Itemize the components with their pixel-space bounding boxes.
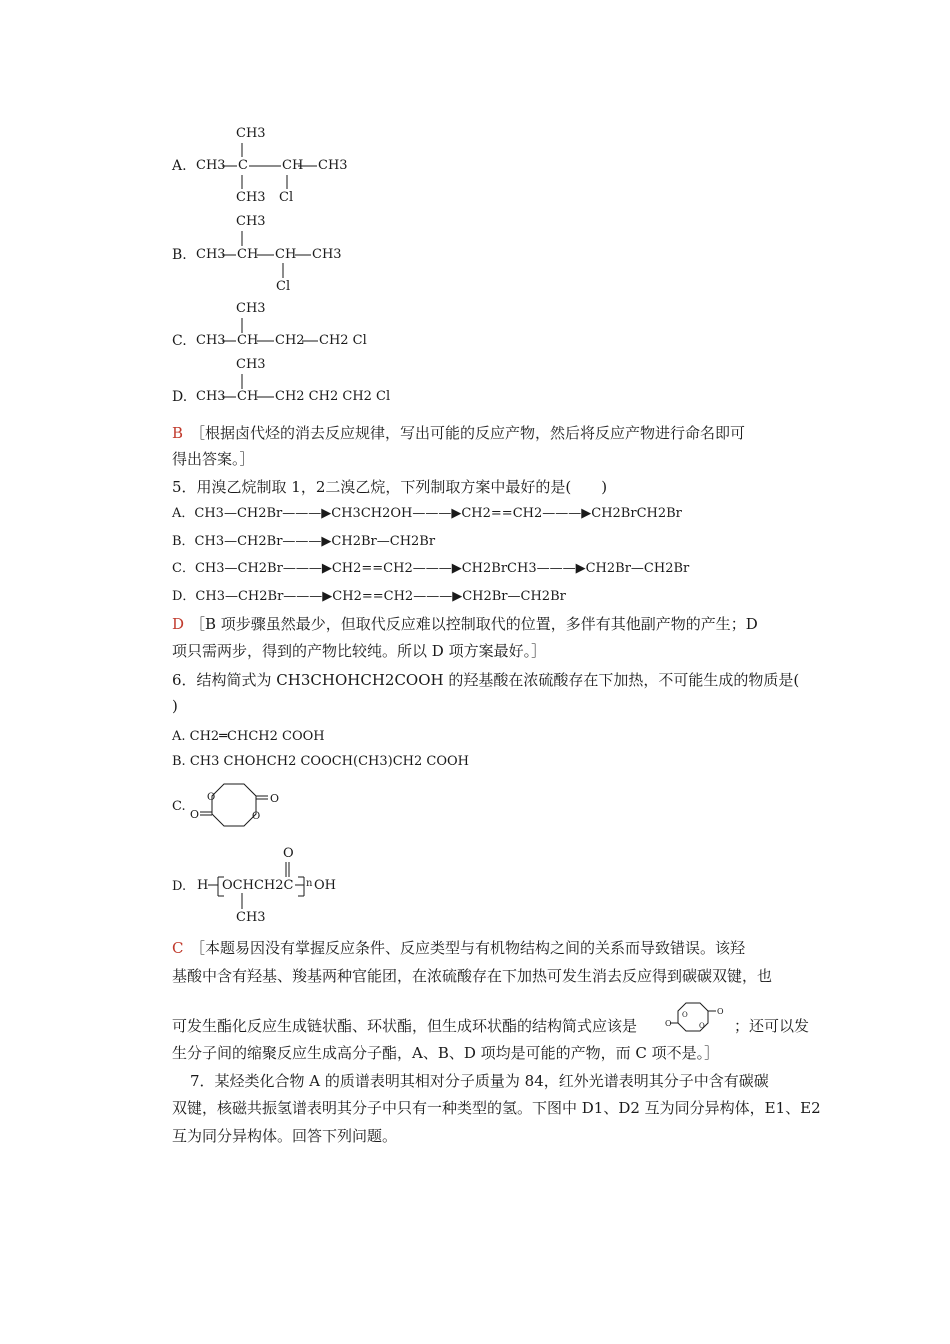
carbonyl-oxygen: O — [717, 1007, 724, 1016]
quaternary-carbon: C — [238, 158, 248, 173]
carbonyl-oxygen: O — [665, 1019, 672, 1028]
structure-bonds — [0, 0, 950, 420]
answer-text-line: 项只需两步，得到的产物比较纯。所以 D 项方案最好。］ — [172, 642, 547, 660]
answer-text-line: ［根据卤代烃的消去反应规律，写出可能的反应产物，然后将反应产物进行命名即可 — [190, 424, 746, 442]
top-ch3: CH3 — [236, 214, 266, 229]
ring-oxygen: O — [207, 792, 216, 803]
left-ch3: CH3 — [196, 158, 226, 173]
question-stem: 6．结构简式为 CH3CHOHCH2COOH 的羟基酸在浓硫酸存在下加热，不可能生成的物质是( — [172, 671, 800, 689]
ch-group: CH — [237, 389, 259, 404]
answer-text-line: 生分子间的缩聚反应生成高分子酯，A、B、D 项均是可能的产物，而 C 项不是。］ — [172, 1044, 720, 1062]
polymer-end-oh: OH — [314, 878, 336, 893]
option-c-label: C. — [172, 799, 186, 814]
answer-text-line: ［B 项步骤虽然最少，但取代反应难以控制取代的位置，多伴有其他副产物的产生；D — [190, 615, 758, 633]
top-ch3: CH3 — [236, 126, 266, 141]
polymer-n: n — [306, 878, 313, 889]
question-stem: 5．用溴乙烷制取 1，2二溴乙烷，下列制取方案中最好的是( ) — [172, 478, 608, 496]
option-d: D．CH3—CH2Br———▶CH2==CH2———▶CH2Br—CH2Br — [172, 589, 566, 604]
option-a: A．CH3—CH2Br———▶CH3CH2OH———▶CH2==CH2———▶CH2BrCH2Br — [172, 506, 682, 521]
answer-letter: D — [172, 615, 185, 633]
polymer-repeat-unit: OCHCH2C — [222, 878, 294, 893]
polymer-end-h: H — [197, 878, 209, 893]
left-ch3: CH3 — [196, 247, 226, 262]
ch-group-1: CH — [237, 247, 259, 262]
ring-oxygen: O — [252, 811, 261, 822]
left-ch3: CH3 — [196, 333, 226, 348]
left-ch3: CH3 — [196, 389, 226, 404]
answer-text-line: ［本题易因没有掌握反应条件、反应类型与有机物结构之间的关系而导致错误。该羟 — [190, 939, 746, 957]
answer-text-line: 得出答案。］ — [172, 450, 255, 468]
option-c-label: C. — [172, 333, 187, 349]
answer-letter: C — [172, 939, 184, 957]
ch2cl-group: CH2 Cl — [319, 333, 367, 348]
option-d-label: D. — [172, 389, 188, 405]
option-b: B．CH3—CH2Br———▶CH2Br—CH2Br — [172, 534, 436, 549]
question-stem-cont: ) — [172, 697, 178, 715]
answer-letter: B — [172, 424, 184, 442]
option-c: C．CH3—CH2Br———▶CH2==CH2———▶CH2BrCH3———▶CH2Br—CH2Br — [172, 561, 690, 576]
option-b: B. CH3 CHOHCH2 COOCH(CH3)CH2 COOH — [172, 754, 470, 769]
ch-group: CH — [282, 158, 304, 173]
carbonyl-oxygen: O — [270, 792, 280, 805]
right-ch3: CH3 — [318, 158, 348, 173]
option-b-label: B. — [172, 247, 187, 263]
svg-text:O: O — [699, 1022, 705, 1030]
ch-group-2: CH — [275, 247, 297, 262]
chain-tail: CH2 CH2 CH2 Cl — [275, 389, 391, 404]
question-text-line: 7．某烃类化合物 A 的质谱表明其相对分子质量为 84，红外光谱表明其分子中含有碳碳 — [190, 1072, 769, 1090]
question-text-line: 互为同分异构体。回答下列问题。 — [172, 1127, 398, 1145]
carbonyl-o: O — [283, 846, 294, 861]
question-text-line: 双键，核磁共振氢谱表明其分子中只有一种类型的氢。下图中 D1、D2 互为同分异构体，E1、E2 — [172, 1099, 821, 1117]
polymer-bonds — [0, 840, 400, 920]
top-ch3: CH3 — [236, 357, 266, 372]
option-d-label: D. — [172, 879, 187, 894]
bottom-ch3: CH3 — [236, 190, 266, 205]
bottom-cl: Cl — [279, 190, 294, 205]
answer-text-line: ；还可以发 — [734, 1017, 810, 1035]
svg-text:O: O — [682, 1011, 688, 1019]
option-a-label: A. — [172, 158, 187, 174]
bottom-cl: Cl — [276, 279, 291, 294]
cyclic-ester-ring — [188, 776, 288, 836]
ch2-group: CH2 — [275, 333, 305, 348]
right-ch3: CH3 — [312, 247, 342, 262]
ch-group: CH — [237, 333, 259, 348]
answer-text-line: 基酸中含有羟基、羧基两种官能团，在浓硫酸存在下加热可发生消去反应得到碳碳双键，也 — [172, 967, 773, 985]
correct-cyclic-ester — [666, 998, 730, 1038]
methyl-branch: CH3 — [236, 910, 266, 925]
answer-text-line: 可发生酯化反应生成链状酯、环状酯，但生成环状酯的结构简式应该是 — [172, 1017, 638, 1035]
option-a: A. CH2═CHCH2 COOH — [172, 729, 325, 744]
top-ch3: CH3 — [236, 301, 266, 316]
carbonyl-oxygen: O — [190, 808, 200, 821]
